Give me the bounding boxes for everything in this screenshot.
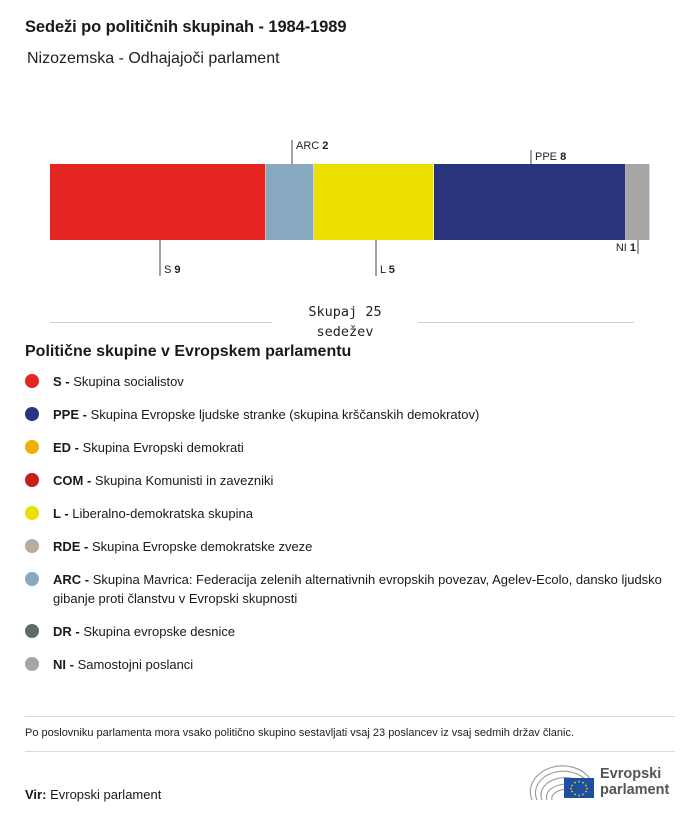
total-label: Skupaj 25 (308, 304, 382, 320)
legend-color-dot (25, 407, 39, 421)
logo-line2: parlament (600, 782, 670, 798)
source (25, 787, 161, 802)
data-label-ppe: PPE 8 (535, 151, 567, 163)
legend-text: Skupina Evropske demokratske zveze (92, 539, 313, 554)
total-divider-left (50, 322, 272, 323)
data-label-s: S 9 (164, 264, 181, 276)
legend-item (25, 622, 665, 641)
logo-text (600, 766, 669, 798)
legend-item (25, 438, 665, 457)
legend (25, 372, 665, 688)
legend-color-dot (25, 624, 39, 638)
legend-text: Skupina Mavrica: Federacija zelenih alternativnih evropskih povezav, Agelev-Ecolo, dansko ljudsko gibanje proti članstvu v Evropski skupnosti (53, 572, 662, 606)
legend-abbr: DR - (53, 624, 80, 639)
legend-color-dot (25, 440, 39, 454)
divider-bottom (25, 751, 675, 752)
divider-top (25, 716, 675, 717)
legend-text: Skupina Evropske ljudske stranke (skupina krščanskih demokratov) (90, 407, 480, 422)
legend-item (25, 504, 665, 523)
total-unit: sedežev (316, 324, 374, 340)
bar-segment-s (50, 164, 265, 240)
legend-text: Skupina Komunisti in zavezniki (94, 473, 274, 488)
total-divider-right (418, 322, 634, 323)
legend-title: Politične skupine v Evropskem parlamentu (25, 343, 352, 360)
stacked-bar-chart (0, 120, 700, 290)
bar-segment-arc (266, 164, 313, 240)
legend-abbr: RDE - (53, 539, 89, 554)
legend-color-dot (25, 506, 39, 520)
legend-color-dot (25, 473, 39, 487)
legend-color-dot (25, 657, 39, 671)
legend-abbr: S - (53, 374, 70, 389)
legend-abbr: PPE - (53, 407, 87, 422)
legend-text: Skupina evropske desnice (83, 624, 236, 639)
legend-item (25, 471, 665, 490)
legend-item (25, 570, 665, 608)
legend-text: Skupina socialistov (73, 374, 184, 389)
data-label-l: L 5 (380, 264, 395, 276)
data-label-arc: ARC 2 (296, 140, 329, 152)
bar-segment-ppe (434, 164, 625, 240)
legend-color-dot (25, 539, 39, 553)
chart-subtitle: Nizozemska - Odhajajoči parlament (27, 50, 280, 67)
legend-item (25, 372, 665, 391)
source-label: Vir: (25, 787, 47, 802)
legend-abbr: NI - (53, 657, 74, 672)
data-label-ni: NI 1 (615, 242, 636, 254)
legend-item (25, 405, 665, 424)
footnote: Po poslovniku parlamenta mora vsako politično skupino sestavljati vsaj 23 poslancev iz vsaj sedmih držav članic. (25, 727, 575, 739)
bar-segment-l (314, 164, 433, 240)
legend-abbr: L - (53, 506, 69, 521)
logo-line1: Evropski (600, 766, 662, 782)
chart-title: Sedeži po političnih skupinah - 1984-1989 (25, 18, 347, 36)
bar-segment-ni (626, 164, 649, 240)
legend-color-dot (25, 374, 39, 388)
legend-text: Skupina Evropski demokrati (82, 440, 244, 455)
legend-text: Samostojni poslanci (77, 657, 194, 672)
legend-abbr: ED - (53, 440, 79, 455)
legend-item (25, 537, 665, 556)
legend-abbr: COM - (53, 473, 92, 488)
legend-abbr: ARC - (53, 572, 90, 587)
legend-color-dot (25, 572, 39, 586)
total-seats (272, 302, 418, 342)
legend-item (25, 655, 665, 674)
legend-text: Liberalno-demokratska skupina (72, 506, 253, 521)
source-value: Evropski parlament (50, 787, 162, 802)
